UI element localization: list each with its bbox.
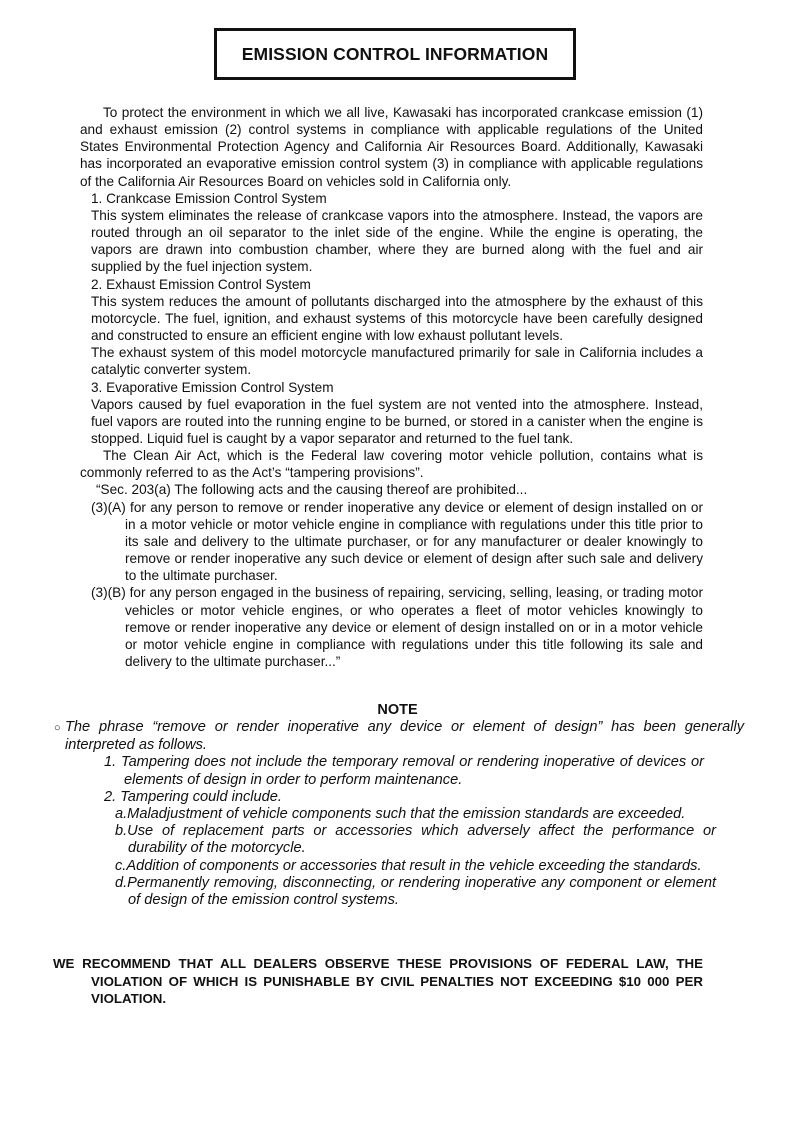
circle-bullet-icon: ○: [54, 722, 61, 734]
section-paragraph-exhaust-1: This system reduces the amount of pollutants discharged into the atmosphere by the exhaust of this motorcycle. The fuel, ignition, and exhaust systems of this motorcycle have been carefully designed and constructed to ensure an efficient engine with low exhaust pollutant levels.: [91, 293, 703, 344]
clause-3a: (3)(A) for any person to remove or render inoperative any device or element of design installed on or in a motor vehicle or motor vehicle engine in compliance with regulations under this title prior to its sale and delivery to the ultimate purchaser, or for any manufacturer or dealer knowingly to remove or render inoperative any such device or element of design after such sale and delivery to the ultimate purchaser.: [91, 499, 703, 584]
section-paragraph-crankcase: This system eliminates the release of crankcase vapors into the atmosphere. Instead, the vapors are routed through an oil separator to the inlet side of the engine. While the engine is operating, the vapors are drawn into combustion chamber, where they are burned along with the fuel and air supplied by the fuel injection system.: [91, 207, 703, 275]
recommendation-block: [53, 955, 703, 1008]
note-lead-text: The phrase “remove or render inoperative any device or element of design” has been generally interpreted as follows.: [65, 719, 744, 754]
recommendation-text: WE RECOMMEND THAT ALL DEALERS OBSERVE THESE PROVISIONS OF FEDERAL LAW, THE VIOLATION OF WHICH IS PUNISHABLE BY CIVIL PENALTIES NOT EXCEEDING $10 000 PER VIOLATION.: [53, 956, 703, 1006]
note-heading: NOTE: [377, 702, 418, 718]
note-item-1: 1. Tampering does not include the temporary removal or rendering inoperative of devices or elements of design in order to perform maintenance.: [104, 754, 704, 788]
note-subitem-b: b.Use of replacement parts or accessories which adversely affect the performance or durability of the motorcycle.: [115, 823, 716, 857]
note-subitem-c: c.Addition of components or accessories that result in the vehicle exceeding the standards.: [115, 857, 702, 874]
note-block: [54, 719, 744, 909]
section-paragraph-exhaust-2: The exhaust system of this model motorcycle manufactured primarily for sale in California includes a catalytic converter system.: [91, 345, 703, 378]
note-subitem-d: d.Permanently removing, disconnecting, or rendering inoperative any component or element of design of the emission control systems.: [115, 874, 716, 909]
note-item-2: 2. Tampering could include.: [104, 788, 282, 805]
body-text: [80, 104, 703, 670]
sec-quote: “Sec. 203(a) The following acts and the causing thereof are prohibited...: [96, 482, 528, 498]
intro-paragraph: To protect the environment in which we all live, Kawasaki has incorporated crankcase emission (1) and exhaust emission (2) control systems in compliance with applicable regulations of the United States Environmental Protection Agency and California Air Resources Board. Additionally, Kawasaki has incorporated an evaporative emission control system (3) in compliance with applicable regulations of the California Air Resources Board on vehicles sold in California only.: [80, 105, 703, 189]
note-subitem-a: a.Maladjustment of vehicle components such that the emission standards are exceeded.: [115, 806, 686, 823]
clause-3b: (3)(B) for any person engaged in the business of repairing, servicing, selling, leasing, or trading motor vehicles or motor vehicle engines, or who operates a fleet of motor vehicles knowingly to remove or render inoperative any device or element of design installed on or in a motor vehicle or motor vehicle engine in compliance with regulations under this title following its sale and delivery to the ultimate purchaser...”: [91, 585, 703, 669]
section-heading-evaporative: 3. Evaporative Emission Control System: [91, 379, 334, 395]
clean-air-act-paragraph: The Clean Air Act, which is the Federal law covering motor vehicle pollution, contains what is commonly referred to as the Act’s “tampering provisions”.: [80, 448, 703, 481]
section-paragraph-evaporative: Vapors caused by fuel evaporation in the fuel system are not vented into the atmosphere. Instead, fuel vapors are routed into the running engine to be burned, or stored in a canister when the engine is stopped. Liquid fuel is caught by a vapor separator and returned to the fuel tank.: [91, 396, 703, 446]
note-lead: [54, 719, 744, 754]
section-heading-exhaust: 2. Exhaust Emission Control System: [91, 276, 311, 292]
section-heading-crankcase: 1. Crankcase Emission Control System: [91, 190, 327, 206]
page-title: EMISSION CONTROL INFORMATION: [214, 28, 576, 80]
